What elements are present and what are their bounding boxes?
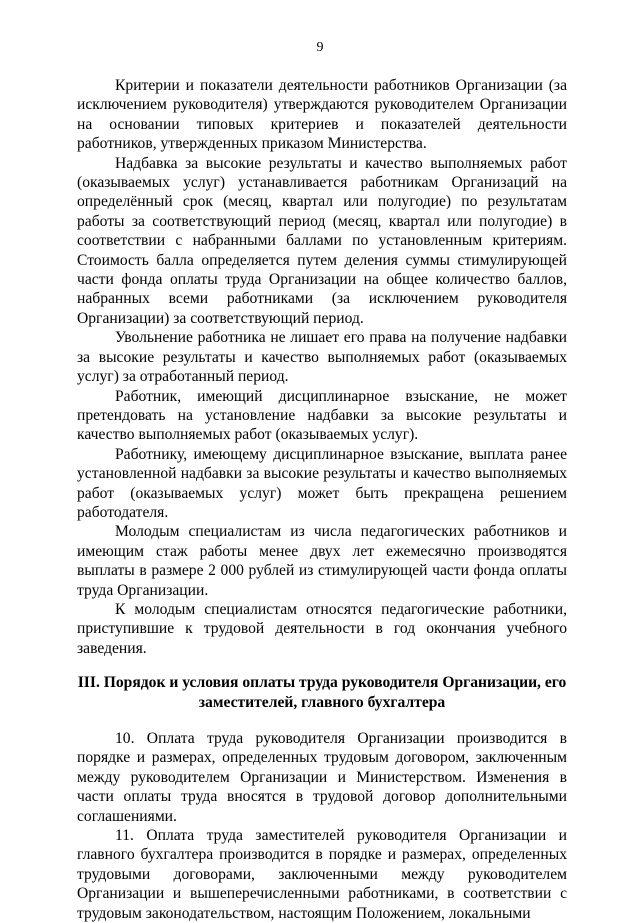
paragraph-disciplinary-payment: Работнику, имеющему дисциплинарное взыскание, выплата ранее установленной надбавки за высокие результаты и качество выполняемых работ (оказываемых услуг) может быть прекращена решением работодателя.	[77, 445, 567, 521]
paragraph-bonus: Надбавка за высокие результаты и качество выполняемых работ (оказываемых услуг) устанавливается работникам Организаций на определённый срок (месяц, квартал или полугодие) по результатам работы за соответствующий период (месяц, квартал или полугодие) в соответствии с набранными баллами по установленным критериям. Стоимость балла определяется путем деления суммы стимулирующей части фонда оплаты труда Организации на общее количество баллов, набранных всеми работниками (за исключением руководителя Организации) за соответствующий период.	[77, 154, 567, 327]
document-body	[77, 76, 567, 923]
paragraph-disciplinary: Работник, имеющий дисциплинарное взыскание, не может претендовать на установление надбавки за высокие результаты и качество выполняемых работ (оказываемых услуг).	[77, 387, 567, 444]
paragraph-young-specialists: Молодым специалистам из числа педагогических работников и имеющим стаж работы менее двух лет ежемесячно производятся выплаты в размере 2 000 рублей из стимулирующей части фонда оплаты труда Организации.	[77, 523, 567, 599]
page-number: 9	[316, 40, 324, 55]
paragraph-11: 11. Оплата труда заместителей руководителя Организации и главного бухгалтера производится в порядке и размерах, определенных трудовыми договорами, заключенными между руководителем Организации и вышеперечисленными работниками, в соответствии с трудовым законодательством, настоящим Положением, локальными	[77, 827, 567, 922]
section-heading: III. Порядок и условия оплаты труда руководителя Организации, его заместителей, главного бухгалтера	[77, 674, 567, 711]
paragraph-young-specialists-definition: К молодым специалистам относятся педагогические работники, приступившие к трудовой деятельности в год окончания учебного заведения.	[77, 600, 567, 657]
paragraph-dismissal: Увольнение работника не лишает его права на получение надбавки за высокие результаты и качество выполняемых работ (оказываемых услуг) за отработанный период.	[77, 329, 567, 386]
paragraph-10: 10. Оплата труда руководителя Организации производится в порядке и размерах, определенных трудовым договором, заключенным между руководителем Организации и Министерством. Изменения в части оплаты труда вносятся в трудовой договор дополнительными соглашениями.	[77, 730, 567, 825]
paragraph-criteria: Критерии и показатели деятельности работников Организации (за исключением руководителя) утверждаются руководителем Организации на основании типовых критериев и показателей деятельности работников, утвержденных приказом Министерства.	[77, 77, 567, 153]
